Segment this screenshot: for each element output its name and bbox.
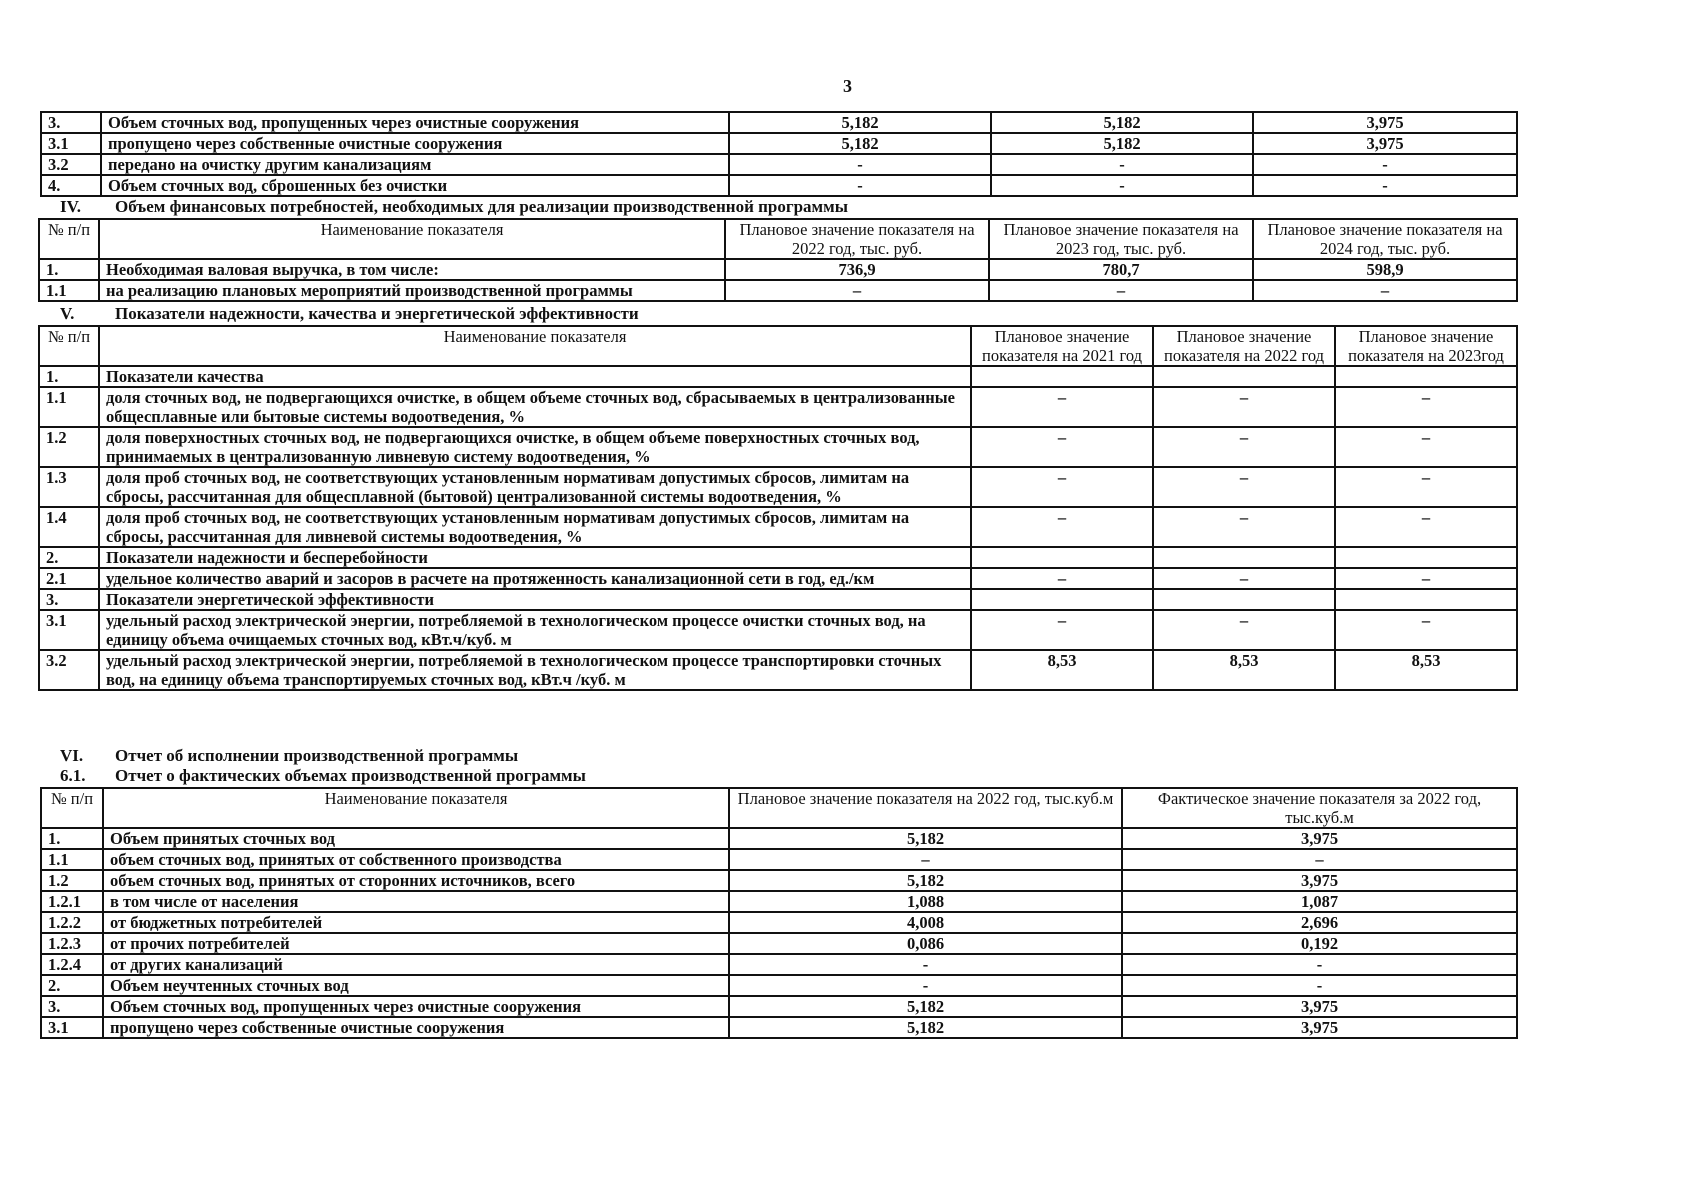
header-name: Наименование показателя (103, 788, 729, 828)
table-body (41, 828, 1517, 1038)
row-value-1: - (729, 975, 1122, 996)
section-title: Показатели надежности, качества и энергетической эффективности (115, 304, 639, 323)
table-row (39, 280, 1517, 301)
row-value-1: – (971, 507, 1153, 547)
table-row (39, 507, 1517, 547)
row-number: 3. (41, 112, 101, 133)
row-number: 1.2.3 (41, 933, 103, 954)
row-name: от других канализаций (103, 954, 729, 975)
section-5-heading (60, 304, 639, 324)
row-number: 3.1 (41, 1017, 103, 1038)
table-row (39, 547, 1517, 568)
section-title: Объем финансовых потребностей, необходимых для реализации производственной программы (115, 197, 848, 216)
row-name: Показатели качества (99, 366, 971, 387)
row-name: Объем принятых сточных вод (103, 828, 729, 849)
row-value-2: 3,975 (1122, 828, 1517, 849)
table-row (39, 568, 1517, 589)
row-number: 1. (41, 828, 103, 849)
table-row (41, 1017, 1517, 1038)
table-row (41, 849, 1517, 870)
row-number: 3.1 (39, 610, 99, 650)
row-value-2: - (991, 154, 1253, 175)
row-number: 1.2.2 (41, 912, 103, 933)
row-value-2: – (1153, 387, 1335, 427)
row-number: 1.2 (41, 870, 103, 891)
section-6-heading (60, 746, 518, 766)
row-name: Показатели надежности и бесперебойности (99, 547, 971, 568)
header-name: Наименование показателя (99, 326, 971, 366)
header-num: № п/п (39, 326, 99, 366)
row-value-2 (1153, 366, 1335, 387)
row-name: пропущено через собственные очистные сооружения (101, 133, 729, 154)
header-col-3: Плановое значение показателя на 2023год (1335, 326, 1517, 366)
row-name: на реализацию плановых мероприятий производственной программы (99, 280, 725, 301)
volumes-continuation-table (40, 111, 1518, 197)
row-value-1: 5,182 (729, 996, 1122, 1017)
row-value-1: 5,182 (729, 133, 991, 154)
row-value-2 (1153, 547, 1335, 568)
row-name: доля проб сточных вод, не соответствующих установленным нормативам допустимых сбросов, лимитам на сбросы, рассчитанная для ливневой системы водоотведения, % (99, 507, 971, 547)
table-row (41, 133, 1517, 154)
page-number: 3 (843, 76, 852, 96)
row-name: передано на очистку другим канализациям (101, 154, 729, 175)
row-name: Объем сточных вод, пропущенных через очистные сооружения (103, 996, 729, 1017)
header-name: Наименование показателя (99, 219, 725, 259)
row-value-1: – (971, 610, 1153, 650)
row-value-1: – (971, 387, 1153, 427)
subsection-title: Отчет о фактических объемах производственной программы (115, 766, 586, 785)
row-number: 1.2.1 (41, 891, 103, 912)
row-value-2: – (1153, 507, 1335, 547)
row-name: Объем сточных вод, пропущенных через очистные сооружения (101, 112, 729, 133)
row-name: пропущено через собственные очистные сооружения (103, 1017, 729, 1038)
table-row (39, 259, 1517, 280)
row-number: 3.2 (39, 650, 99, 690)
table-row (41, 870, 1517, 891)
row-value-2: – (1153, 610, 1335, 650)
row-name: удельный расход электрической энергии, потребляемой в технологическом процессе очистки сточных вод, на единицу объема очищаемых сточных вод, кВт.ч/куб. м (99, 610, 971, 650)
section-number: IV. (60, 197, 81, 216)
table-row (41, 175, 1517, 196)
row-value-1 (971, 589, 1153, 610)
table-row (41, 975, 1517, 996)
row-number: 3.1 (41, 133, 101, 154)
row-name: от прочих потребителей (103, 933, 729, 954)
row-name: Объем сточных вод, сброшенных без очистки (101, 175, 729, 196)
table-row (39, 610, 1517, 650)
row-value-1: – (971, 427, 1153, 467)
row-value-2 (1153, 589, 1335, 610)
row-value-1: - (729, 154, 991, 175)
row-value-2: 3,975 (1122, 870, 1517, 891)
header-col-1: Плановое значение показателя на 2022 год, тыс.куб.м (729, 788, 1122, 828)
row-value-1: – (729, 849, 1122, 870)
table-row (41, 828, 1517, 849)
row-value-3: 8,53 (1335, 650, 1517, 690)
table-row (39, 589, 1517, 610)
row-number: 2. (41, 975, 103, 996)
row-value-2: 2,696 (1122, 912, 1517, 933)
header-col-1: Плановое значение показателя на 2021 год (971, 326, 1153, 366)
row-value-2: - (991, 175, 1253, 196)
row-name: Объем неучтенных сточных вод (103, 975, 729, 996)
row-number: 1.3 (39, 467, 99, 507)
table-row (41, 996, 1517, 1017)
row-number: 1. (39, 366, 99, 387)
header-col-2: Плановое значение показателя на 2022 год (1153, 326, 1335, 366)
row-name: удельный расход электрической энергии, потребляемой в технологическом процессе транспортировки сточных вод, на единицу объема транспортируемых сточных вод, кВт.ч /куб. м (99, 650, 971, 690)
row-value-2: 8,53 (1153, 650, 1335, 690)
row-value-2: 3,975 (1122, 1017, 1517, 1038)
row-value-3: - (1253, 154, 1517, 175)
section-title: Отчет об исполнении производственной программы (115, 746, 519, 765)
table-header-row (39, 326, 1517, 366)
row-value-2: - (1122, 975, 1517, 996)
row-value-2: 5,182 (991, 112, 1253, 133)
row-value-1: 5,182 (729, 870, 1122, 891)
row-value-1: – (725, 280, 989, 301)
row-value-1: 5,182 (729, 828, 1122, 849)
row-number: 3. (39, 589, 99, 610)
row-value-3: – (1335, 427, 1517, 467)
row-name: в том числе от населения (103, 891, 729, 912)
table-row (39, 427, 1517, 467)
row-value-1: 1,088 (729, 891, 1122, 912)
row-value-3: 3,975 (1253, 112, 1517, 133)
section-4-heading (60, 197, 848, 217)
row-value-1: - (729, 954, 1122, 975)
header-col-1: Плановое значение показателя на 2022 год, тыс. руб. (725, 219, 989, 259)
row-value-3 (1335, 366, 1517, 387)
row-number: 2.1 (39, 568, 99, 589)
row-name: доля сточных вод, не подвергающихся очистке, в общем объеме сточных вод, сбрасываемых в централизованные общесплавные или бытовые системы водоотведения, % (99, 387, 971, 427)
row-name: доля проб сточных вод, не соответствующих установленным нормативам допустимых сбросов, лимитам на сбросы, рассчитанная для общесплавной (бытовой) централизованной системы водоотведения, % (99, 467, 971, 507)
row-value-2: 5,182 (991, 133, 1253, 154)
header-col-2: Плановое значение показателя на 2023 год, тыс. руб. (989, 219, 1253, 259)
table-row (41, 933, 1517, 954)
row-value-3: – (1253, 280, 1517, 301)
table-body (39, 259, 1517, 301)
row-name: доля поверхностных сточных вод, не подвергающихся очистке, в общем объеме поверхностных сточных вод, принимаемых в централизованную ливневую систему водоотведения, % (99, 427, 971, 467)
row-value-1: 736,9 (725, 259, 989, 280)
row-number: 2. (39, 547, 99, 568)
row-value-2: - (1122, 954, 1517, 975)
row-value-1: 5,182 (729, 112, 991, 133)
row-number: 1.2.4 (41, 954, 103, 975)
row-value-1: 5,182 (729, 1017, 1122, 1038)
row-value-1 (971, 366, 1153, 387)
table-body (41, 112, 1517, 196)
row-number: 4. (41, 175, 101, 196)
section-number: VI. (60, 746, 84, 765)
row-value-3 (1335, 589, 1517, 610)
row-name: удельное количество аварий и засоров в расчете на протяженность канализационной сети в год, ед./км (99, 568, 971, 589)
row-number: 1.2 (39, 427, 99, 467)
financial-needs-table (38, 218, 1518, 302)
row-name: объем сточных вод, принятых от сторонних источников, всего (103, 870, 729, 891)
table-row (39, 650, 1517, 690)
row-name: объем сточных вод, принятых от собственного производства (103, 849, 729, 870)
table-header-row (39, 219, 1517, 259)
table-row (41, 912, 1517, 933)
row-name: Необходимая валовая выручка, в том числе: (99, 259, 725, 280)
row-number: 3. (41, 996, 103, 1017)
table-row (39, 387, 1517, 427)
row-value-2: – (1122, 849, 1517, 870)
row-value-2: 1,087 (1122, 891, 1517, 912)
table-body (39, 366, 1517, 690)
row-value-3: - (1253, 175, 1517, 196)
row-number: 1.1 (39, 280, 99, 301)
row-value-3: 3,975 (1253, 133, 1517, 154)
row-value-3: 598,9 (1253, 259, 1517, 280)
subsection-number: 6.1. (60, 766, 86, 785)
header-num: № п/п (41, 788, 103, 828)
table-row (41, 954, 1517, 975)
header-num: № п/п (39, 219, 99, 259)
row-value-1: – (971, 568, 1153, 589)
header-col-2: Фактическое значение показателя за 2022 год, тыс.куб.м (1122, 788, 1517, 828)
row-value-3: – (1335, 387, 1517, 427)
section-6-1-heading (60, 766, 586, 786)
row-value-1: 0,086 (729, 933, 1122, 954)
table-row (41, 154, 1517, 175)
actual-volumes-table (40, 787, 1518, 1039)
section-number: V. (60, 304, 75, 323)
row-value-2: – (989, 280, 1253, 301)
table-header-row (41, 788, 1517, 828)
row-value-2: – (1153, 467, 1335, 507)
table-row (39, 467, 1517, 507)
row-value-3: – (1335, 610, 1517, 650)
row-value-2: – (1153, 568, 1335, 589)
row-name: Показатели энергетической эффективности (99, 589, 971, 610)
row-value-2: 780,7 (989, 259, 1253, 280)
row-value-3 (1335, 547, 1517, 568)
row-value-2: 3,975 (1122, 996, 1517, 1017)
header-col-3: Плановое значение показателя на 2024 год, тыс. руб. (1253, 219, 1517, 259)
row-name: от бюджетных потребителей (103, 912, 729, 933)
table-row (41, 891, 1517, 912)
row-value-3: – (1335, 467, 1517, 507)
table-row (41, 112, 1517, 133)
row-number: 1.1 (39, 387, 99, 427)
row-value-1: - (729, 175, 991, 196)
row-value-1 (971, 547, 1153, 568)
row-number: 3.2 (41, 154, 101, 175)
row-value-3: – (1335, 507, 1517, 547)
row-number: 1.1 (41, 849, 103, 870)
row-value-1: 8,53 (971, 650, 1153, 690)
row-value-2: 0,192 (1122, 933, 1517, 954)
row-number: 1.4 (39, 507, 99, 547)
reliability-indicators-table (38, 325, 1518, 691)
row-value-2: – (1153, 427, 1335, 467)
row-value-3: – (1335, 568, 1517, 589)
table-row (39, 366, 1517, 387)
row-value-1: 4,008 (729, 912, 1122, 933)
row-value-1: – (971, 467, 1153, 507)
row-number: 1. (39, 259, 99, 280)
